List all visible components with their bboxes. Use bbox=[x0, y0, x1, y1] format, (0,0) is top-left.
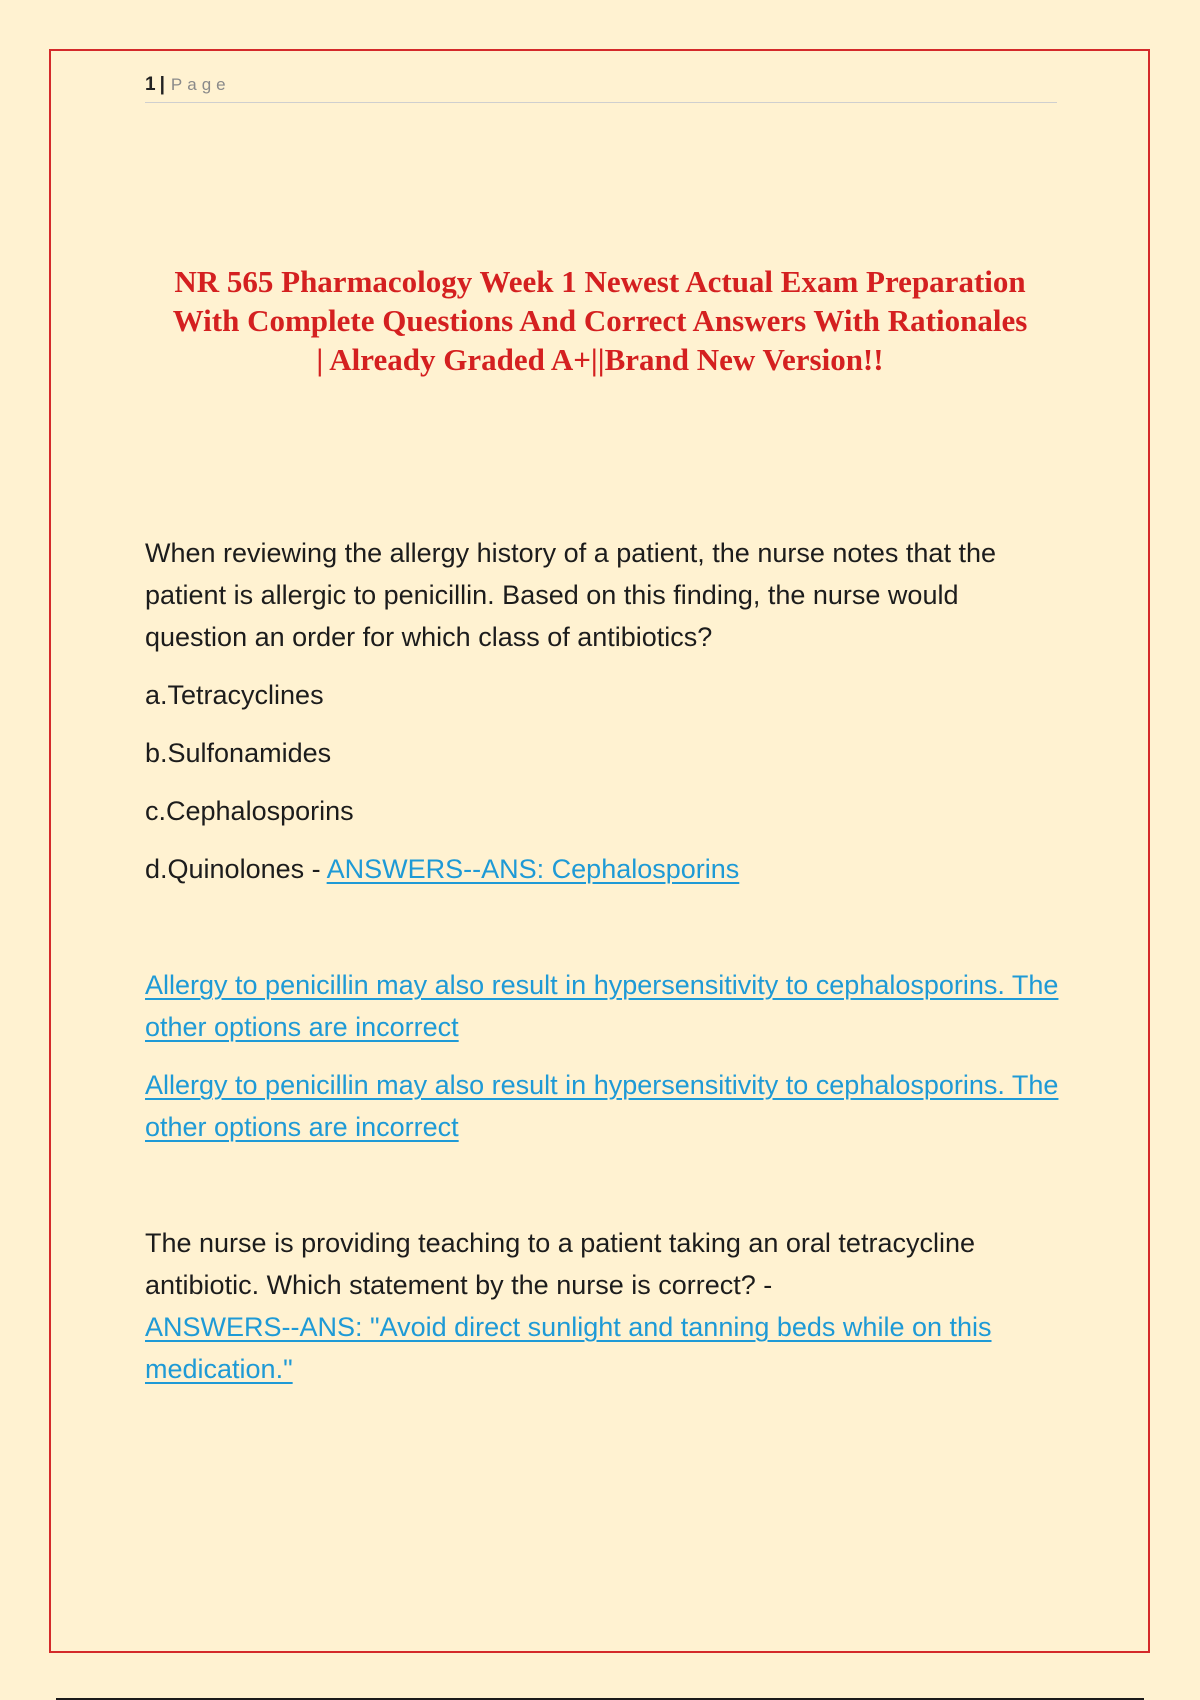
question-2-text: The nurse is providing teaching to a patient taking an oral tetracycline antibiotic. Which statement by the nurse is correct? - bbox=[145, 1228, 975, 1300]
question-1-rationale-1 bbox=[145, 964, 1065, 1048]
title-line-1: NR 565 Pharmacology Week 1 Newest Actual Exam Preparation bbox=[174, 264, 1026, 299]
document-title bbox=[145, 262, 1055, 379]
page-label: Page bbox=[170, 75, 231, 94]
question-2-answer-link[interactable]: ANSWERS--ANS: "Avoid direct sunlight and tanning beds while on this medication." bbox=[145, 1312, 992, 1384]
question-1-answer-link[interactable]: ANSWERS--ANS: Cephalosporins bbox=[326, 854, 740, 884]
page-number: 1 bbox=[145, 74, 156, 95]
answer-separator: - bbox=[304, 854, 327, 884]
title-line-3: | Already Graded A+||Brand New Version!! bbox=[316, 342, 884, 377]
rationale-2-link[interactable]: Allergy to penicillin may also result in hypersensitivity to cephalosporins. The other options are incorrect bbox=[145, 1070, 1059, 1142]
header-separator: | bbox=[159, 74, 165, 95]
question-1-option-c: c.Cephalosporins bbox=[145, 796, 354, 826]
question-1-option-a: a.Tetracyclines bbox=[145, 680, 324, 710]
question-1-option-b: b.Sulfonamides bbox=[145, 738, 332, 768]
question-1-option-d: d.Quinolones bbox=[145, 854, 305, 884]
question-1-text: When reviewing the allergy history of a patient, the nurse notes that the patient is allergic to penicillin. Based on this finding, the nurse would question an order for which class of antibiotics? bbox=[145, 538, 996, 652]
page-header bbox=[145, 72, 1057, 103]
question-1-option-d-line bbox=[145, 848, 1065, 890]
rationale-1-link[interactable]: Allergy to penicillin may also result in hypersensitivity to cephalosporins. The other options are incorrect bbox=[145, 970, 1059, 1042]
question-1-rationale-2 bbox=[145, 1064, 1065, 1148]
title-line-2: With Complete Questions And Correct Answers With Rationales bbox=[172, 303, 1028, 338]
document-body bbox=[145, 532, 1065, 1390]
question-2 bbox=[145, 1222, 1065, 1390]
